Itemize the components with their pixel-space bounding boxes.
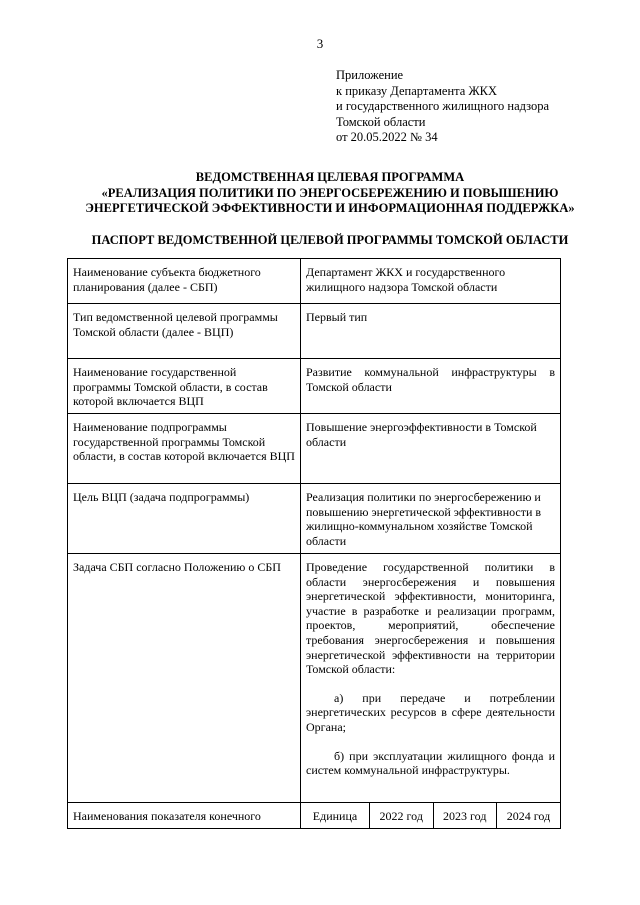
row-label: Наименование государственной программы Томской области, в состав которой включается ВЦП bbox=[68, 359, 301, 414]
annex-line: Приложение bbox=[336, 68, 404, 82]
table-row bbox=[68, 259, 561, 304]
row-value: Реализация политики по энергосбережению и повышению энергетической эффективности в жилищно-коммунальном хозяйстве Томской области bbox=[301, 484, 561, 554]
unit-header: Единица bbox=[312, 809, 358, 823]
row-value-paragraph: б) при эксплуатации жилищного фонда и систем коммунальной инфраструктуры. bbox=[306, 748, 555, 778]
annex-line: от 20.05.2022 № 34 bbox=[336, 130, 438, 144]
year-header: 2022 год bbox=[370, 803, 434, 828]
row-value: Департамент ЖКХ и государственного жилищного надзора Томской области bbox=[301, 259, 561, 304]
row-label: Задача СБП согласно Положению о СБП bbox=[68, 554, 301, 803]
table-row bbox=[68, 304, 561, 359]
annex-line: к приказу Департамента ЖКХ bbox=[336, 83, 498, 98]
program-title-line: «РЕАЛИЗАЦИЯ ПОЛИТИКИ ПО ЭНЕРГОСБЕРЕЖЕНИЮ И ПОВЫШЕНИЮ bbox=[101, 185, 559, 200]
row-label: Цель ВЦП (задача подпрограммы) bbox=[68, 484, 301, 554]
row-label: Тип ведомственной целевой программы Томской области (далее - ВЦП) bbox=[68, 304, 301, 359]
table-row bbox=[68, 803, 561, 829]
annex-block bbox=[336, 68, 636, 146]
table-row bbox=[68, 359, 561, 414]
row-value: Повышение энергоэффективности в Томской области bbox=[301, 414, 561, 484]
row-value-paragraph: а) при передаче и потреблении энергетических ресурсов в сфере деятельности Органа; bbox=[306, 690, 555, 734]
row-value-text: Развитие коммунальной инфраструктуры в Томской области bbox=[306, 365, 555, 394]
indicator-header-row bbox=[301, 803, 560, 828]
row-value bbox=[301, 359, 561, 414]
row-value-paragraph: Проведение государственной политики в области энергосбережения и повышения энергетической эффективности, мониторинга, участие в разработке и реализации программ, проектов, мероприятий, обеспечение требования энергосбережения и повышения энергетической эффективности на территории Томской области: bbox=[306, 560, 555, 677]
row-value: Первый тип bbox=[301, 304, 561, 359]
table-row bbox=[68, 554, 561, 803]
row-value bbox=[301, 554, 561, 803]
annex-line: и государственного жилищного надзора bbox=[336, 99, 550, 113]
program-title bbox=[60, 170, 600, 217]
program-title-line: ВЕДОМСТВЕННАЯ ЦЕЛЕВАЯ ПРОГРАММА bbox=[195, 170, 465, 184]
year-header: 2023 год bbox=[433, 803, 497, 828]
table-row bbox=[68, 414, 561, 484]
year-header: 2024 год bbox=[497, 803, 561, 828]
passport-title: ПАСПОРТ ВЕДОМСТВЕННОЙ ЦЕЛЕВОЙ ПРОГРАММЫ ТОМСКОЙ ОБЛАСТИ bbox=[91, 233, 569, 247]
table-row bbox=[68, 484, 561, 554]
row-label: Наименование подпрограммы государственной программы Томской области, в состав которой включается ВЦП bbox=[68, 414, 301, 484]
annex-line: Томской области bbox=[336, 114, 426, 129]
page-number: 3 bbox=[316, 36, 324, 51]
indicator-header-cell bbox=[301, 803, 561, 829]
indicator-header bbox=[301, 803, 560, 828]
passport-table bbox=[67, 258, 561, 829]
program-title-line: ЭНЕРГЕТИЧЕСКОЙ ЭФФЕКТИВНОСТИ И ИНФОРМАЦИОННАЯ ПОДДЕРЖКА» bbox=[85, 201, 575, 215]
row-label: Наименования показателя конечного bbox=[68, 803, 301, 829]
row-label: Наименование субъекта бюджетного планирования (далее - СБП) bbox=[68, 259, 301, 304]
